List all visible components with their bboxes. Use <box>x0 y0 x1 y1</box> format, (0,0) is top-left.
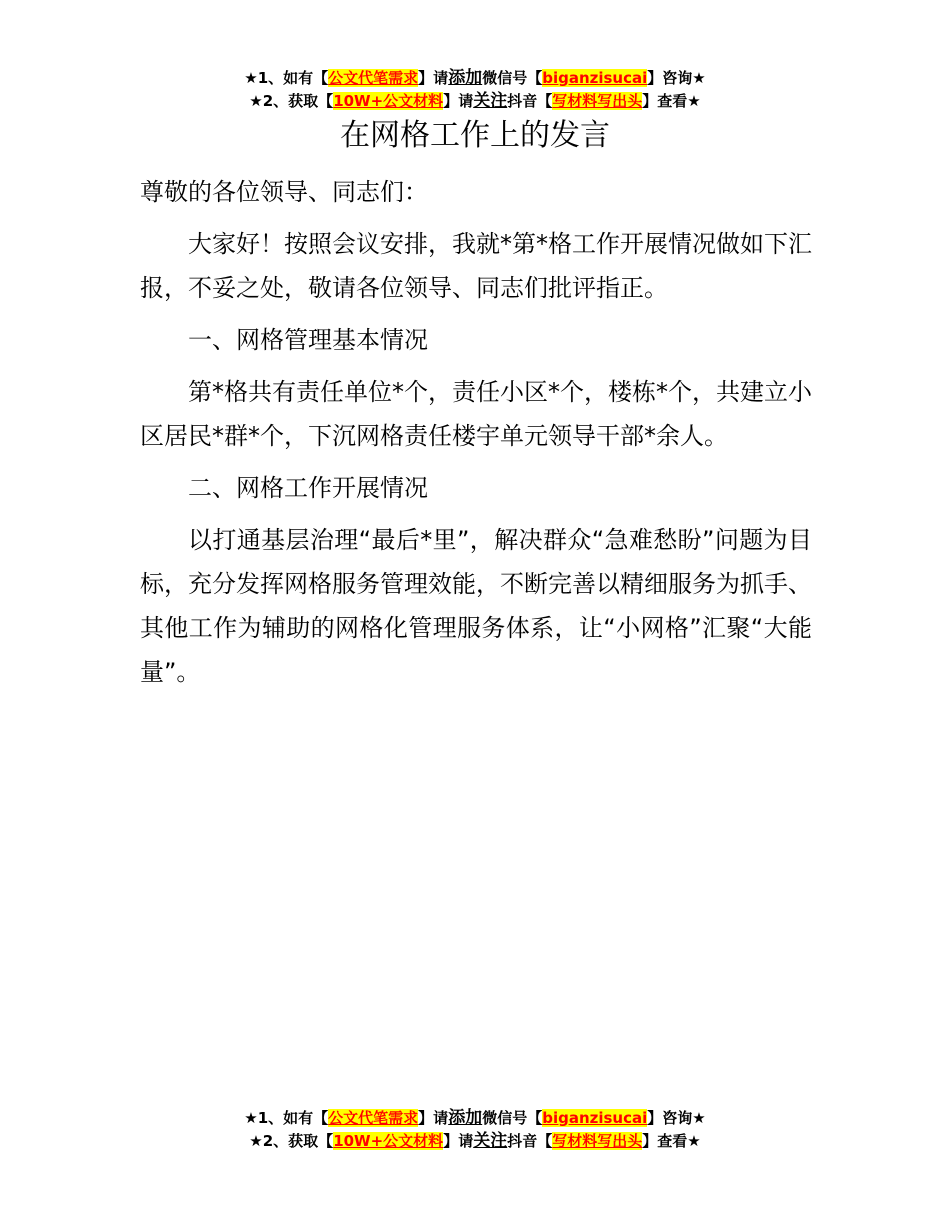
banner-emphasis: 添加 <box>448 1108 483 1128</box>
salutation: 尊敬的各位领导、同志们： <box>140 178 428 206</box>
banner-line-2 <box>0 1130 950 1153</box>
banner-emphasis: 关注 <box>473 91 508 111</box>
banner-text: ★2、获取【 <box>249 92 334 110</box>
banner-text: 】请 <box>443 92 474 110</box>
footer-banner <box>0 1107 950 1153</box>
paragraph-opening: 大家好！按照会议安排，我就*第*格工作开展情况做如下汇报，不妥之处，敬请各位领导、同志们批评指正。 <box>140 230 812 302</box>
banner-emphasis: 添加 <box>448 68 483 88</box>
banner-text: 】请 <box>418 69 449 87</box>
highlight-service-label: 公文代笔需求 <box>328 69 419 87</box>
banner-line-1 <box>0 67 950 90</box>
document-body <box>140 170 812 702</box>
banner-text: 抖音【 <box>507 92 553 110</box>
header-banner <box>0 67 950 113</box>
highlight-douyin-id: 写材料写出头 <box>552 1132 643 1150</box>
banner-text: 】请 <box>418 1109 449 1127</box>
banner-text: 】查看★ <box>642 92 701 110</box>
banner-line-2 <box>0 90 950 113</box>
banner-text: 抖音【 <box>507 1132 553 1150</box>
banner-text: 微信号【 <box>482 1109 543 1127</box>
highlight-wechat-id: biganzisucai <box>542 69 648 87</box>
banner-emphasis: 关注 <box>473 1131 508 1151</box>
paragraph-work-progress: 以打通基层治理“最后*里”，解决群众“急难愁盼”问题为目标，充分发挥网格服务管理效能，不断完善以精细服务为抓手、其他工作为辅助的网格化管理服务体系，让“小网格”汇聚“大能量”。 <box>140 526 812 686</box>
section-heading-2: 二、网格工作开展情况 <box>188 474 428 502</box>
banner-text: 】查看★ <box>642 1132 701 1150</box>
banner-line-1 <box>0 1107 950 1130</box>
banner-text: ★1、如有【 <box>244 1109 329 1127</box>
highlight-materials-label: 10W+公文材料 <box>333 92 444 110</box>
banner-text: 】请 <box>443 1132 474 1150</box>
highlight-materials-label: 10W+公文材料 <box>333 1132 444 1150</box>
section-heading-1: 一、网格管理基本情况 <box>188 326 428 354</box>
banner-text: ★1、如有【 <box>244 69 329 87</box>
highlight-service-label: 公文代笔需求 <box>328 1109 419 1127</box>
banner-text: ★2、获取【 <box>249 1132 334 1150</box>
banner-text: 微信号【 <box>482 69 543 87</box>
paragraph-basic-info: 第*格共有责任单位*个，责任小区*个，楼栋*个，共建立小区居民*群*个，下沉网格责任楼宇单元领导干部*余人。 <box>140 378 812 450</box>
highlight-wechat-id: biganzisucai <box>542 1109 648 1127</box>
document-title: 在网格工作上的发言 <box>340 118 610 153</box>
banner-text: 】咨询★ <box>647 69 706 87</box>
highlight-douyin-id: 写材料写出头 <box>552 92 643 110</box>
banner-text: 】咨询★ <box>647 1109 706 1127</box>
